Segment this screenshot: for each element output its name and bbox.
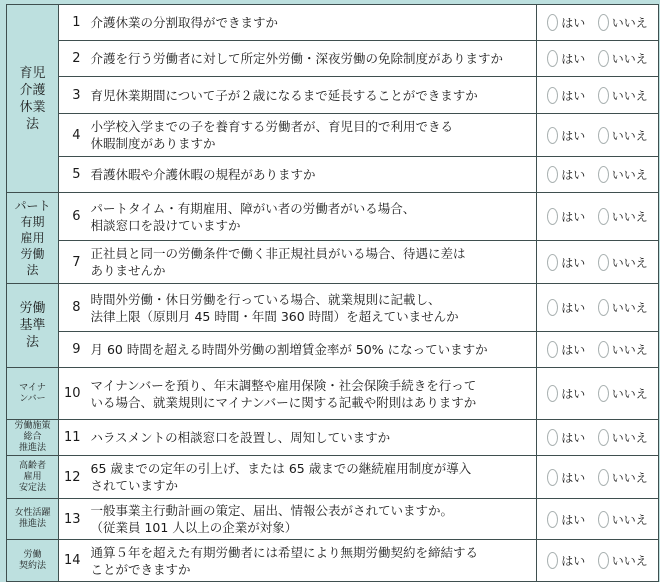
question-number: 1 bbox=[59, 5, 83, 41]
question-row bbox=[7, 420, 659, 456]
yes-option-label: はい bbox=[561, 128, 586, 143]
question-number: 14 bbox=[59, 540, 83, 582]
question-row bbox=[7, 5, 659, 41]
answer-cell bbox=[537, 193, 659, 241]
answer-oval-icon[interactable] bbox=[547, 208, 558, 225]
law-category-label: 労働施策 総合 推進法 bbox=[7, 420, 59, 456]
yes-option[interactable] bbox=[547, 254, 585, 271]
no-option-label: いいえ bbox=[611, 16, 648, 30]
no-option-label: いいえ bbox=[611, 88, 648, 103]
yes-option-label: はい bbox=[561, 52, 586, 66]
checklist-body bbox=[7, 5, 659, 582]
answer-oval-icon[interactable] bbox=[547, 127, 558, 144]
yes-option-label: はい bbox=[561, 168, 586, 182]
question-number: 4 bbox=[59, 114, 83, 157]
answer-oval-icon[interactable] bbox=[598, 127, 609, 144]
law-category-label: 労働 基準 法 bbox=[7, 284, 59, 368]
yes-option-label: はい bbox=[561, 554, 586, 568]
answer-oval-icon[interactable] bbox=[547, 469, 558, 486]
question-number: 5 bbox=[59, 157, 83, 193]
question-number: 8 bbox=[59, 284, 83, 332]
answer-oval-icon[interactable] bbox=[598, 208, 609, 225]
answer-cell bbox=[537, 5, 659, 41]
answer-oval-icon[interactable] bbox=[547, 14, 558, 31]
answer-oval-icon[interactable] bbox=[547, 50, 558, 67]
answer-oval-icon[interactable] bbox=[547, 254, 558, 271]
question-number: 12 bbox=[59, 456, 83, 499]
answer-oval-icon[interactable] bbox=[547, 429, 558, 446]
yes-option[interactable] bbox=[547, 469, 585, 486]
yes-option[interactable] bbox=[547, 14, 585, 31]
yes-option[interactable] bbox=[547, 552, 585, 569]
no-option[interactable] bbox=[598, 50, 648, 67]
question-number: 9 bbox=[59, 332, 83, 368]
no-option-label: いいえ bbox=[611, 52, 648, 66]
no-option[interactable] bbox=[598, 166, 648, 183]
no-option[interactable] bbox=[598, 254, 648, 271]
answer-oval-icon[interactable] bbox=[598, 254, 609, 271]
answer-oval-icon[interactable] bbox=[547, 552, 558, 569]
yes-option-label: はい bbox=[561, 210, 586, 224]
question-text: 小学校入学までの子を養育する労働者が、育児目的で利用できる 休暇制度がありますか bbox=[83, 114, 537, 157]
no-option[interactable] bbox=[598, 469, 648, 486]
question-row bbox=[7, 284, 659, 332]
yes-option[interactable] bbox=[547, 299, 585, 316]
question-row bbox=[7, 41, 659, 77]
answer-cell bbox=[537, 157, 659, 193]
answer-cell bbox=[537, 456, 659, 499]
yes-option-label: はい bbox=[561, 512, 586, 527]
question-row bbox=[7, 540, 659, 582]
yes-option-label: はい bbox=[561, 88, 586, 103]
no-option[interactable] bbox=[598, 127, 648, 144]
no-option-label: いいえ bbox=[611, 301, 648, 315]
no-option-label: いいえ bbox=[611, 554, 648, 568]
answer-cell bbox=[537, 499, 659, 540]
yes-option[interactable] bbox=[547, 208, 585, 225]
answer-cell bbox=[537, 41, 659, 77]
answer-cell bbox=[537, 368, 659, 420]
yes-option-label: はい bbox=[561, 255, 586, 270]
answer-oval-icon[interactable] bbox=[598, 299, 609, 316]
answer-oval-icon[interactable] bbox=[598, 511, 609, 528]
no-option[interactable] bbox=[598, 429, 648, 446]
yes-option-label: はい bbox=[561, 387, 586, 401]
answer-cell bbox=[537, 540, 659, 582]
answer-cell bbox=[537, 420, 659, 456]
answer-oval-icon[interactable] bbox=[547, 511, 558, 528]
no-option-label: いいえ bbox=[611, 128, 648, 143]
question-number: 7 bbox=[59, 241, 83, 284]
yes-option[interactable] bbox=[547, 429, 585, 446]
question-text: マイナンバーを預り、年末調整や雇用保険・社会保険手続きを行って いる場合、就業規則にマイナンバーに関する記載や附則はありますか bbox=[83, 368, 537, 420]
question-text: 介護休業の分割取得ができますか bbox=[83, 5, 537, 41]
question-text: ハラスメントの相談窓口を設置し、周知していますか bbox=[83, 420, 537, 456]
answer-oval-icon[interactable] bbox=[598, 14, 609, 31]
no-option[interactable] bbox=[598, 208, 648, 225]
answer-cell bbox=[537, 332, 659, 368]
law-category-label: マイナ ンバー bbox=[7, 368, 59, 420]
question-text: 時間外労働・休日労働を行っている場合、就業規則に記載し、 法律上限（原則月 45 時間・年間 360 時間）を超えていませんか bbox=[83, 284, 537, 332]
question-text: 月 60 時間を超える時間外労働の割増賃金率が 50% になっていますか bbox=[83, 332, 537, 368]
no-option-label: いいえ bbox=[611, 168, 648, 182]
answer-oval-icon[interactable] bbox=[598, 385, 609, 402]
no-option[interactable] bbox=[598, 385, 648, 402]
answer-oval-icon[interactable] bbox=[598, 166, 609, 183]
no-option[interactable] bbox=[598, 552, 648, 569]
yes-option-label: はい bbox=[561, 16, 586, 30]
question-text: 介護を行う労働者に対して所定外労働・深夜労働の免除制度がありますか bbox=[83, 41, 537, 77]
law-category-label: 高齢者 雇用 安定法 bbox=[7, 456, 59, 499]
no-option-label: いいえ bbox=[611, 343, 648, 357]
yes-option[interactable] bbox=[547, 87, 585, 104]
no-option-label: いいえ bbox=[611, 431, 648, 445]
yes-option[interactable] bbox=[547, 511, 585, 528]
law-category-label: 労働 契約法 bbox=[7, 540, 59, 582]
answer-oval-icon[interactable] bbox=[547, 87, 558, 104]
question-number: 6 bbox=[59, 193, 83, 241]
no-option-label: いいえ bbox=[611, 210, 648, 224]
question-number: 3 bbox=[59, 77, 83, 114]
question-row bbox=[7, 114, 659, 157]
question-text: 一般事業主行動計画の策定、届出、情報公表がされていますか。 （従業員 101 人以上の企業が対象） bbox=[83, 499, 537, 540]
question-row bbox=[7, 499, 659, 540]
answer-oval-icon[interactable] bbox=[598, 469, 609, 486]
question-row bbox=[7, 157, 659, 193]
no-option-label: いいえ bbox=[611, 387, 648, 401]
yes-option[interactable] bbox=[547, 166, 585, 183]
yes-option-label: はい bbox=[561, 470, 586, 485]
answer-cell bbox=[537, 241, 659, 284]
no-option[interactable] bbox=[598, 299, 648, 316]
question-text: 看護休暇や介護休暇の規程がありますか bbox=[83, 157, 537, 193]
question-text: パートタイム・有期雇用、障がい者の労働者がいる場合、 相談窓口を設けていますか bbox=[83, 193, 537, 241]
law-category-label: 女性活躍 推進法 bbox=[7, 499, 59, 540]
no-option[interactable] bbox=[598, 511, 648, 528]
law-category-label: 育児 介護 休業 法 bbox=[7, 5, 59, 193]
answer-oval-icon[interactable] bbox=[598, 87, 609, 104]
question-text: 通算５年を超えた有期労働者には希望により無期労働契約を締結する ことができますか bbox=[83, 540, 537, 582]
answer-oval-icon[interactable] bbox=[547, 341, 558, 358]
answer-oval-icon[interactable] bbox=[547, 385, 558, 402]
answer-cell bbox=[537, 284, 659, 332]
question-row bbox=[7, 241, 659, 284]
question-row bbox=[7, 456, 659, 499]
yes-option-label: はい bbox=[561, 431, 586, 445]
yes-option[interactable] bbox=[547, 50, 585, 67]
question-number: 13 bbox=[59, 499, 83, 540]
question-text: 65 歳までの定年の引上げ、または 65 歳までの継続雇用制度が導入 されていますか bbox=[83, 456, 537, 499]
question-number: 2 bbox=[59, 41, 83, 77]
answer-oval-icon[interactable] bbox=[547, 299, 558, 316]
no-option[interactable] bbox=[598, 87, 648, 104]
answer-oval-icon[interactable] bbox=[598, 50, 609, 67]
answer-oval-icon[interactable] bbox=[547, 166, 558, 183]
labor-law-checklist-table bbox=[6, 4, 659, 582]
answer-cell bbox=[537, 114, 659, 157]
yes-option[interactable] bbox=[547, 341, 585, 358]
question-text: 育児休業期間について子が２歳になるまで延長することができますか bbox=[83, 77, 537, 114]
no-option-label: いいえ bbox=[611, 512, 648, 527]
question-number: 11 bbox=[59, 420, 83, 456]
yes-option[interactable] bbox=[547, 127, 585, 144]
question-row bbox=[7, 77, 659, 114]
answer-oval-icon[interactable] bbox=[598, 341, 609, 358]
question-row bbox=[7, 332, 659, 368]
question-text: 正社員と同一の労働条件で働く非正規社員がいる場合、待遇に差は ありませんか bbox=[83, 241, 537, 284]
yes-option-label: はい bbox=[561, 343, 586, 357]
answer-oval-icon[interactable] bbox=[598, 552, 609, 569]
yes-option[interactable] bbox=[547, 385, 585, 402]
yes-option-label: はい bbox=[561, 301, 586, 315]
no-option[interactable] bbox=[598, 14, 648, 31]
law-category-label: パート 有期 雇用 労働 法 bbox=[7, 193, 59, 284]
question-row bbox=[7, 368, 659, 420]
question-number: 10 bbox=[59, 368, 83, 420]
answer-cell bbox=[537, 77, 659, 114]
question-row bbox=[7, 193, 659, 241]
no-option-label: いいえ bbox=[611, 255, 648, 270]
answer-oval-icon[interactable] bbox=[598, 429, 609, 446]
no-option-label: いいえ bbox=[611, 470, 648, 485]
no-option[interactable] bbox=[598, 341, 648, 358]
